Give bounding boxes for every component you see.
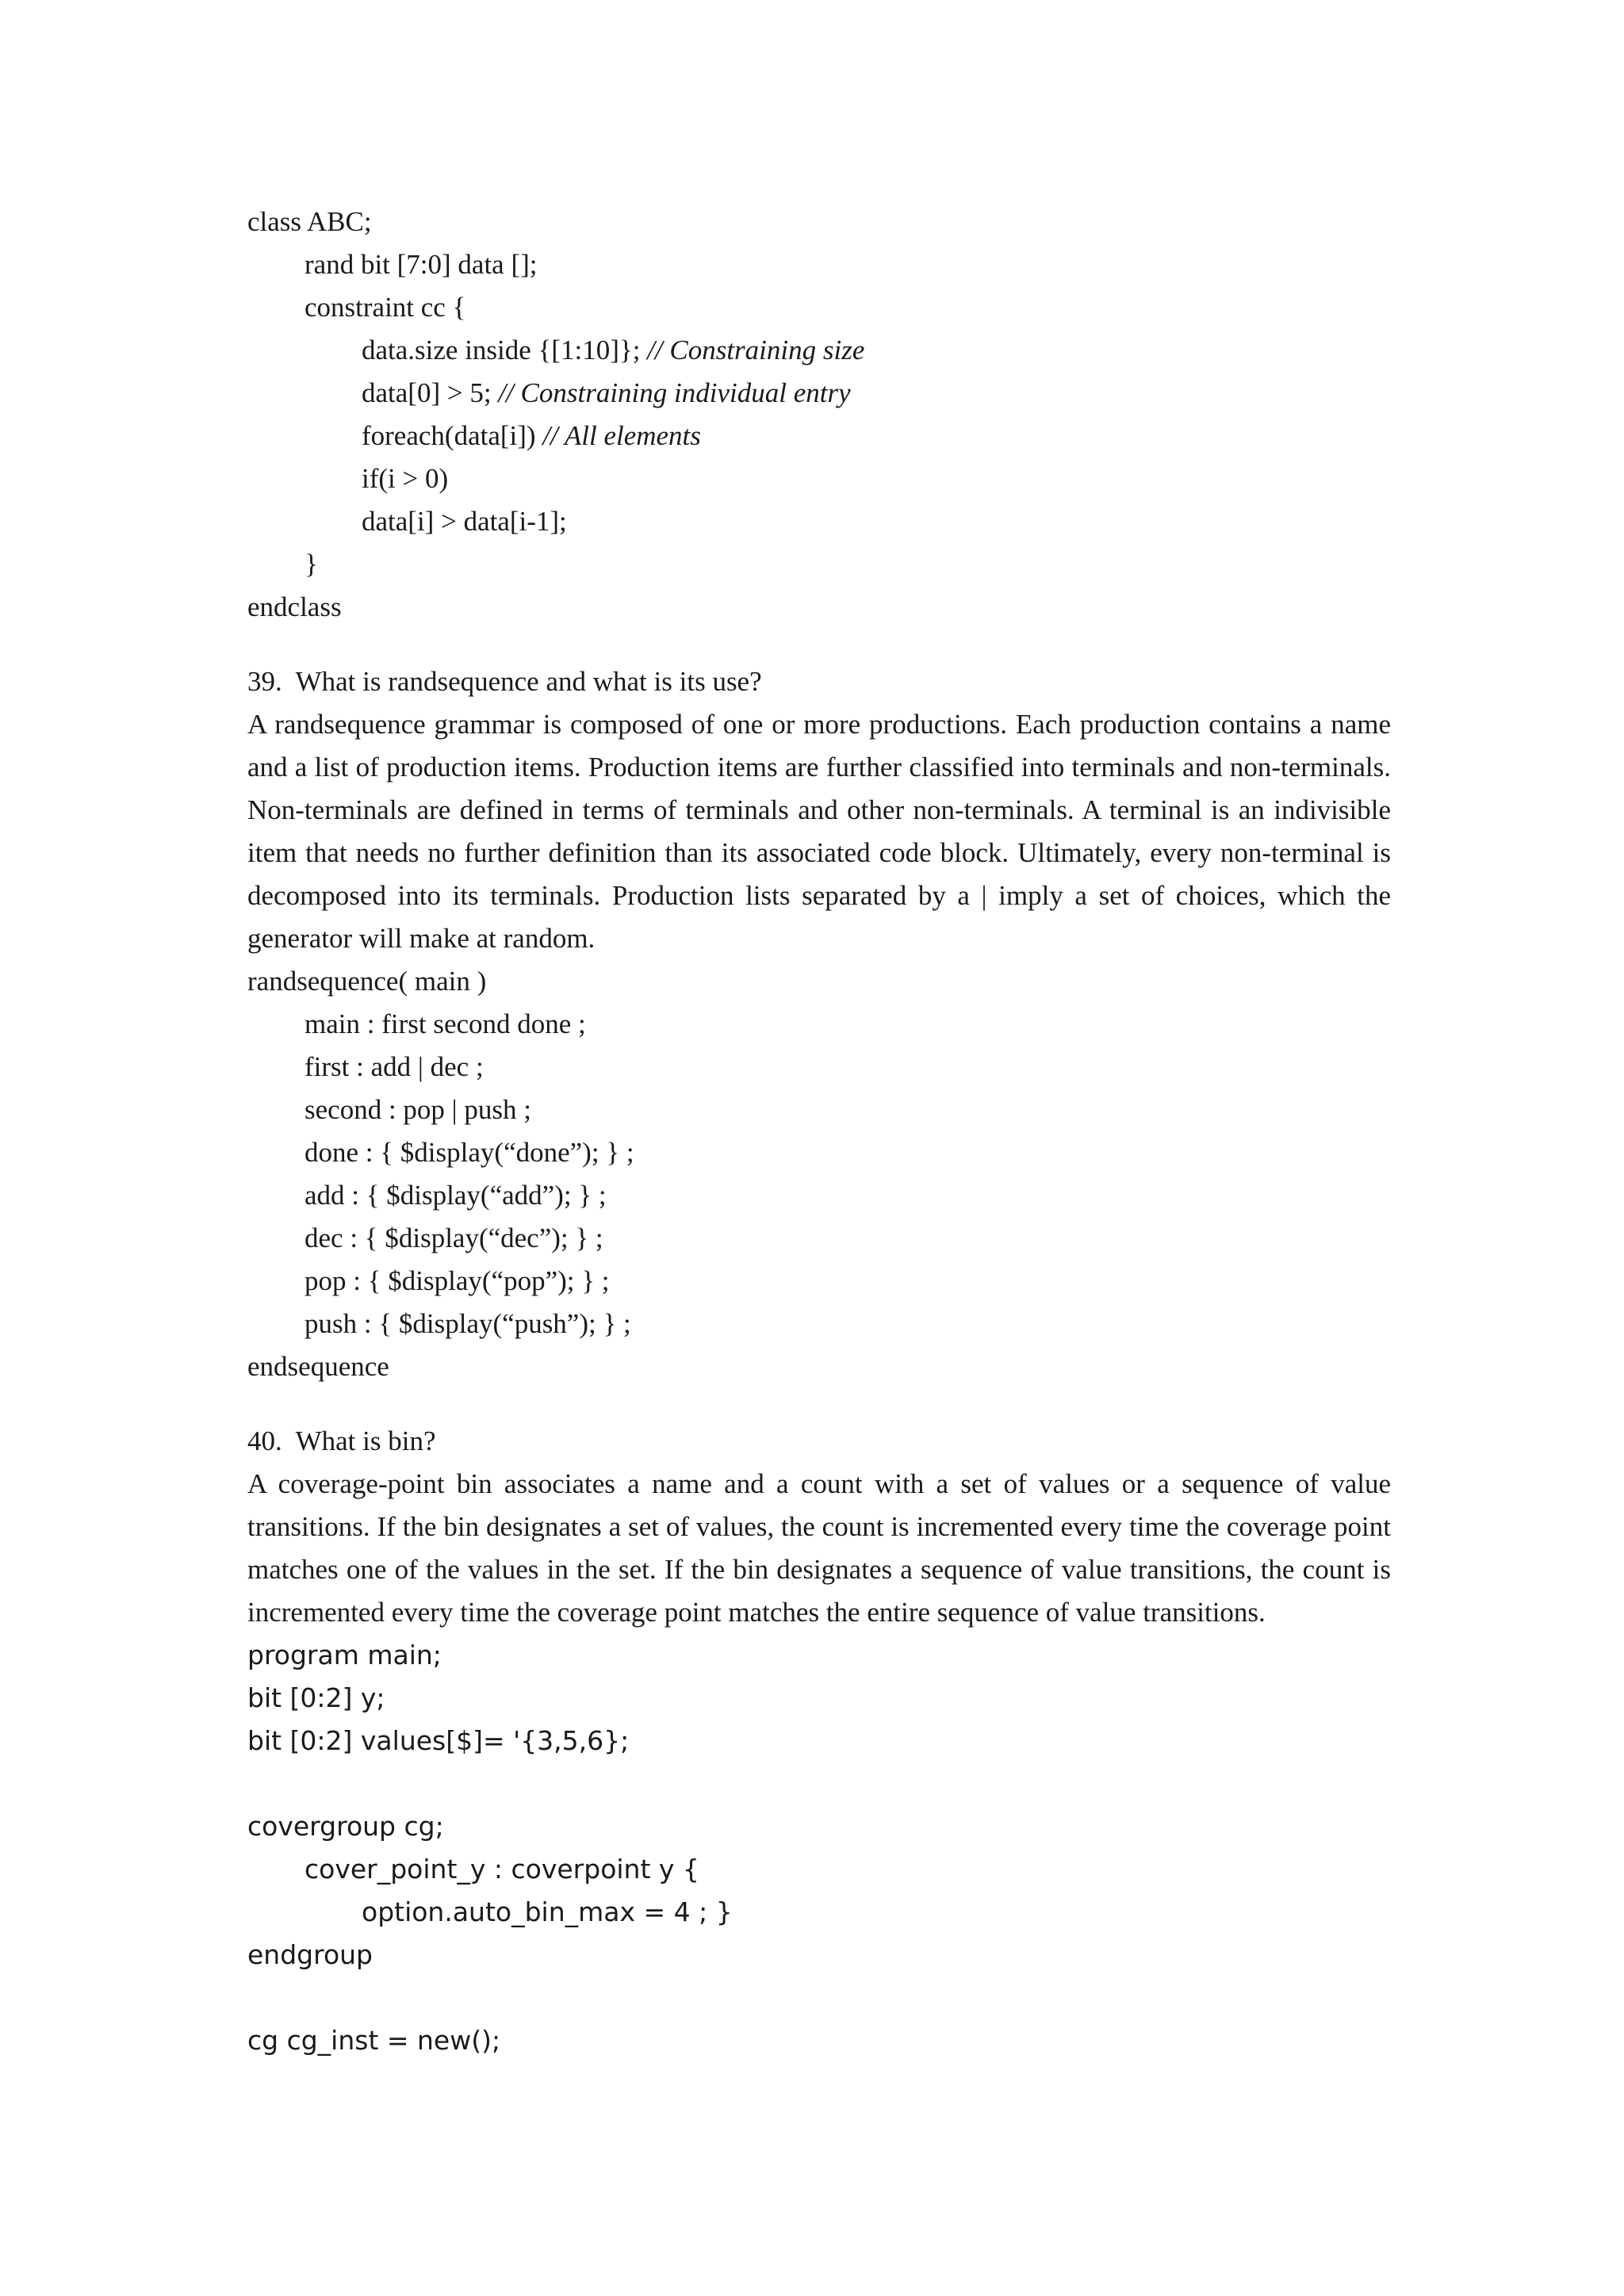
code-line: [247, 415, 1391, 457]
code-line: covergroup cg;: [247, 1811, 444, 1842]
code-line: second : pop | push ;: [304, 1094, 532, 1125]
code-line: endclass: [247, 591, 342, 622]
spacer: [247, 629, 1391, 660]
code-line: endgroup: [247, 1939, 373, 1970]
code-line: data[i] > data[i-1];: [362, 506, 567, 537]
question-39-answer: A randsequence grammar is composed of one or more productions. Each production contains a name and a list of production items. Production items are further classified into terminals and non-terminals. Non-terminals are defined in terms of terminals and other non-terminals. A terminal is an indivisible item that needs no further definition than its associated code block. Ultimately, every non-terminal is decomposed into its terminals. Production lists separated by a | imply a set of choices, which the generator will make at random.: [247, 709, 1391, 954]
blank-code-line: [247, 1976, 1391, 2019]
code-line: if(i > 0): [362, 463, 449, 494]
code-line: program main;: [247, 1640, 442, 1670]
code-line: cover_point_y : coverpoint y {: [304, 1854, 699, 1885]
document-page: [247, 201, 1391, 2062]
code-line: push : { $display(“push”); } ;: [304, 1308, 631, 1339]
question-40-answer: A coverage-point bin associates a name and a count with a set of values or a sequence of value transitions. If the bin designates a set of values, the count is incremented every time the coverage point matches one of the values in the set. If the bin designates a sequence of value transitions, the count is incremented every time the coverage point matches the entire sequence of value transitions.: [247, 1468, 1391, 1628]
question-40-heading: 40. What is bin?: [247, 1425, 436, 1456]
code-line: add : { $display(“add”); } ;: [304, 1180, 607, 1211]
code-line: first : add | dec ;: [304, 1051, 484, 1082]
code-line: [247, 372, 1391, 415]
randsequence-code-block: [247, 960, 1391, 1388]
code-line: [247, 329, 1391, 372]
covergroup-code-block: [247, 1634, 1391, 2062]
code-line: bit [0:2] y;: [247, 1682, 385, 1713]
class-abc-code-block: [247, 201, 1391, 629]
code-line: option.auto_bin_max = 4 ; }: [362, 1896, 733, 1927]
code-line: }: [304, 549, 318, 580]
code-text: data.size inside {[1:10]};: [362, 335, 648, 365]
code-line: randsequence( main ): [247, 966, 487, 997]
code-line: rand bit [7:0] data [];: [304, 249, 538, 280]
spacer: [247, 1388, 1391, 1420]
code-line: dec : { $display(“dec”); } ;: [304, 1223, 603, 1253]
code-comment: // All elements: [542, 420, 701, 451]
code-line: bit [0:2] values[$]= '{3,5,6};: [247, 1725, 630, 1756]
question-39-section: [247, 660, 1391, 1388]
code-line: pop : { $display(“pop”); } ;: [304, 1265, 610, 1296]
code-text: foreach(data[i]): [362, 420, 543, 451]
code-line: done : { $display(“done”); } ;: [304, 1137, 634, 1168]
code-comment: // Constraining individual entry: [498, 377, 851, 408]
code-line: endsequence: [247, 1351, 389, 1382]
question-40-section: [247, 1420, 1391, 2062]
question-39-heading: 39. What is randsequence and what is its use?: [247, 666, 762, 697]
blank-code-line: [247, 1762, 1391, 1805]
code-line: class ABC;: [247, 206, 372, 237]
code-line: main : first second done ;: [304, 1008, 586, 1039]
code-comment: // Constraining size: [647, 335, 865, 365]
code-text: data[0] > 5;: [362, 377, 499, 408]
code-line: constraint cc {: [304, 292, 466, 323]
code-line: cg cg_inst = new();: [247, 2025, 501, 2056]
